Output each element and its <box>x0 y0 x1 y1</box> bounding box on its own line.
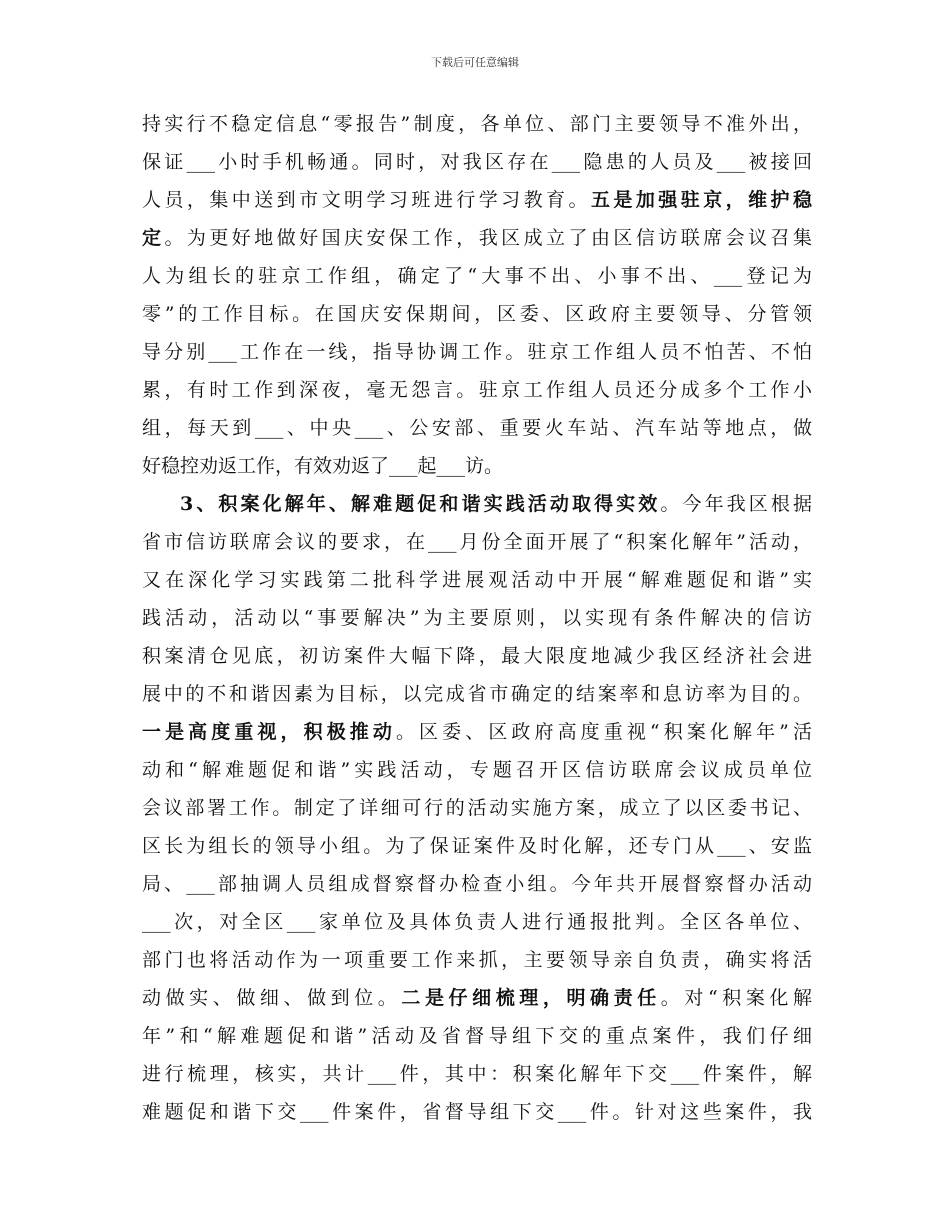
document-body <box>142 105 812 1131</box>
bold-heading: 一是高度重视，积极推动 <box>142 721 396 743</box>
bold-heading: 五是加强驻京，维护稳 <box>590 189 812 211</box>
text-line: 积案清仓见底，初访案件大幅下降，最大限度地减少我区经济社会进 <box>142 645 812 667</box>
text-line: 展中的不和谐因素为目标，以完成省市确定的结案率和息访率为目的。 <box>142 683 812 705</box>
text-line: 组，每天到___、中央___、公安部、重要火车站、汽车站等地点，做 <box>142 417 812 439</box>
text-line: 部门也将活动作为一项重要工作来抓，主要领导亲自负责，确实将活 <box>142 949 812 971</box>
text-line: 导分别___工作在一线，指导协调工作。驻京工作组人员不怕苦、不怕 <box>142 341 812 363</box>
text-line: 动和“解难题促和谐”实践活动，专题召开区信访联席会议成员单位 <box>142 759 812 781</box>
page-header: 下载后可任意编辑 <box>431 56 519 69</box>
text-line: 动做实、做细、做到位。二是仔细梳理，明确责任。对“积案化解 <box>142 987 812 1009</box>
text-line: 人员，集中送到市文明学习班进行学习教育。五是加强驻京，维护稳 <box>142 189 812 211</box>
text-line: 累，有时工作到深夜，毫无怨言。驻京工作组人员还分成多个工作小 <box>142 379 812 401</box>
text-line: 区长为组长的领导小组。为了保证案件及时化解，还专门从___、安监 <box>142 835 812 857</box>
text-line: 践活动，活动以“事要解决”为主要原则，以实现有条件解决的信访 <box>142 607 812 629</box>
text-line: 局、___部抽调人员组成督察督办检查小组。今年共开展督察督办活动 <box>142 873 812 895</box>
text-line: 人为组长的驻京工作组，确定了“大事不出、小事不出、___登记为 <box>142 265 812 287</box>
text-line: 进行梳理，核实，共计___件，其中：积案化解年下交___件案件，解 <box>142 1063 812 1085</box>
text-line: 零”的工作目标。在国庆安保期间，区委、区政府主要领导、分管领 <box>142 303 812 325</box>
text-line: ___次，对全区___家单位及具体负责人进行通报批判。全区各单位、 <box>142 911 812 933</box>
text-line: 保证___小时手机畅通。同时，对我区存在___隐患的人员及___被接回 <box>142 151 812 173</box>
text-line: 定。为更好地做好国庆安保工作，我区成立了由区信访联席会议召集 <box>142 227 812 249</box>
section-heading-line: 3、积案化解年、解难题促和谐实践活动取得实效。今年我区根据 <box>180 493 812 515</box>
text-line: 又在深化学习实践第二批科学进展观活动中开展“解难题促和谐”实 <box>142 569 812 591</box>
bold-heading: 定 <box>142 227 165 249</box>
text-line: 好稳控劝返工作，有效劝返了___起___访。 <box>142 455 504 477</box>
bold-heading: 二是仔细梳理，明确责任 <box>401 987 661 1009</box>
text-line: 年”和“解难题促和谐”活动及省督导组下交的重点案件，我们仔细 <box>142 1025 812 1047</box>
text-line: 会议部署工作。制定了详细可行的活动实施方案，成立了以区委书记、 <box>142 797 812 819</box>
section-heading: 3、积案化解年、解难题促和谐实践活动取得实效 <box>180 493 661 515</box>
text-line: 一是高度重视，积极推动。区委、区政府高度重视“积案化解年”活 <box>142 721 812 743</box>
text-line: 持实行不稳定信息“零报告”制度，各单位、部门主要领导不准外出， <box>142 113 812 135</box>
text-line: 省市信访联席会议的要求，在___月份全面开展了“积案化解年”活动， <box>142 531 812 553</box>
text-line: 难题促和谐下交___件案件，省督导组下交___件。针对这些案件，我 <box>142 1101 812 1123</box>
